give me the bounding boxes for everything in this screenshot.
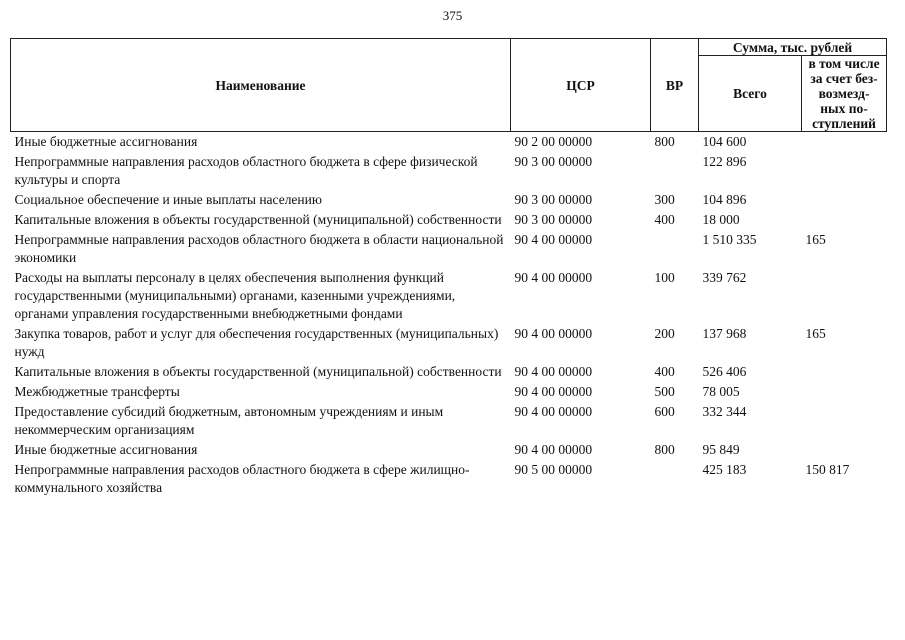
row-vr: 400 [654,364,675,379]
table-row [11,402,887,440]
header-free-line: ных по- [820,101,868,116]
table-header [11,39,887,132]
row-csr: 90 4 00 00000 [514,270,593,285]
page-number: 375 [442,8,463,23]
table-row [11,132,887,153]
header-free-line: в том числе [808,56,880,71]
row-vr [651,460,699,498]
row-csr: 90 3 00 00000 [514,212,593,227]
row-vr: 200 [654,326,675,341]
row-name: Непрограммные направления расходов областного бюджета в области национальной экономики [14,232,504,265]
table-row [11,324,887,362]
row-total: 339 762 [702,270,747,285]
row-csr: 90 4 00 00000 [514,404,593,419]
row-name: Предоставление субсидий бюджетным, автономным учреждениям и иным некоммерческим организациям [14,404,444,437]
row-free [802,132,887,153]
row-name: Закупка товаров, работ и услуг для обеспечения государственных (муниципальных) нужд [14,326,499,359]
row-total: 122 896 [702,154,747,169]
table-row [11,190,887,210]
row-total: 104 896 [702,192,747,207]
row-total: 137 968 [702,326,747,341]
row-free: 165 [805,232,826,247]
row-name: Капитальные вложения в объекты государственной (муниципальной) собственности [14,364,502,379]
budget-table [10,38,887,498]
row-free [802,382,887,402]
row-name: Иные бюджетные ассигнования [14,134,198,149]
row-total: 104 600 [702,134,747,149]
row-vr: 500 [654,384,675,399]
row-free [802,268,887,324]
header-csr: ЦСР [511,39,651,132]
row-name: Непрограммные направления расходов областного бюджета в сфере жилищно-коммунального хозяйства [14,462,470,495]
row-csr: 90 4 00 00000 [514,364,593,379]
row-total: 526 406 [702,364,747,379]
row-vr: 300 [654,192,675,207]
row-name: Иные бюджетные ассигнования [14,442,198,457]
row-total: 78 005 [702,384,740,399]
header-vr: ВР [651,39,699,132]
row-free: 150 817 [805,462,850,477]
header-free-receipts [802,56,887,132]
table-row [11,382,887,402]
header-total: Всего [699,56,802,132]
row-csr: 90 2 00 00000 [514,134,593,149]
row-name: Капитальные вложения в объекты государственной (муниципальной) собственности [14,212,502,227]
table-row [11,440,887,460]
table-row [11,230,887,268]
row-csr: 90 4 00 00000 [514,442,593,457]
row-total: 18 000 [702,212,740,227]
table-body [11,132,887,499]
header-free-line: возмезд- [818,86,870,101]
row-free [802,440,887,460]
row-total: 95 849 [702,442,740,457]
row-total: 1 510 335 [702,232,757,247]
row-vr: 100 [654,270,675,285]
row-csr: 90 4 00 00000 [514,232,593,247]
row-name: Непрограммные направления расходов областного бюджета в сфере физической культуры и спорта [14,154,478,187]
row-free [802,152,887,190]
row-vr: 400 [654,212,675,227]
header-name: Наименование [11,39,511,132]
row-free [802,402,887,440]
row-csr: 90 3 00 00000 [514,192,593,207]
header-free-line: ступлений [812,116,876,131]
row-vr: 600 [654,404,675,419]
row-total: 332 344 [702,404,747,419]
row-vr: 800 [654,134,675,149]
row-name: Межбюджетные трансферты [14,384,180,399]
table-row [11,362,887,382]
header-free-line: за счет без- [810,71,878,86]
row-name: Социальное обеспечение и иные выплаты населению [14,192,322,207]
row-csr: 90 3 00 00000 [514,154,593,169]
row-total: 425 183 [702,462,747,477]
table-row [11,210,887,230]
row-free [802,210,887,230]
header-sum: Сумма, тыс. рублей [699,39,887,56]
row-vr: 800 [654,442,675,457]
row-csr: 90 4 00 00000 [514,326,593,341]
row-free [802,362,887,382]
row-vr [651,152,699,190]
row-free [802,190,887,210]
row-csr: 90 5 00 00000 [514,462,593,477]
row-vr [651,230,699,268]
table-row [11,152,887,190]
row-free: 165 [805,326,826,341]
table-row [11,268,887,324]
table-row [11,460,887,498]
row-csr: 90 4 00 00000 [514,384,593,399]
row-name: Расходы на выплаты персоналу в целях обеспечения выполнения функций государственными (муниципальными) органами, казенными учреждениями, органами управления государственными внебюджетными фондами [14,270,456,321]
